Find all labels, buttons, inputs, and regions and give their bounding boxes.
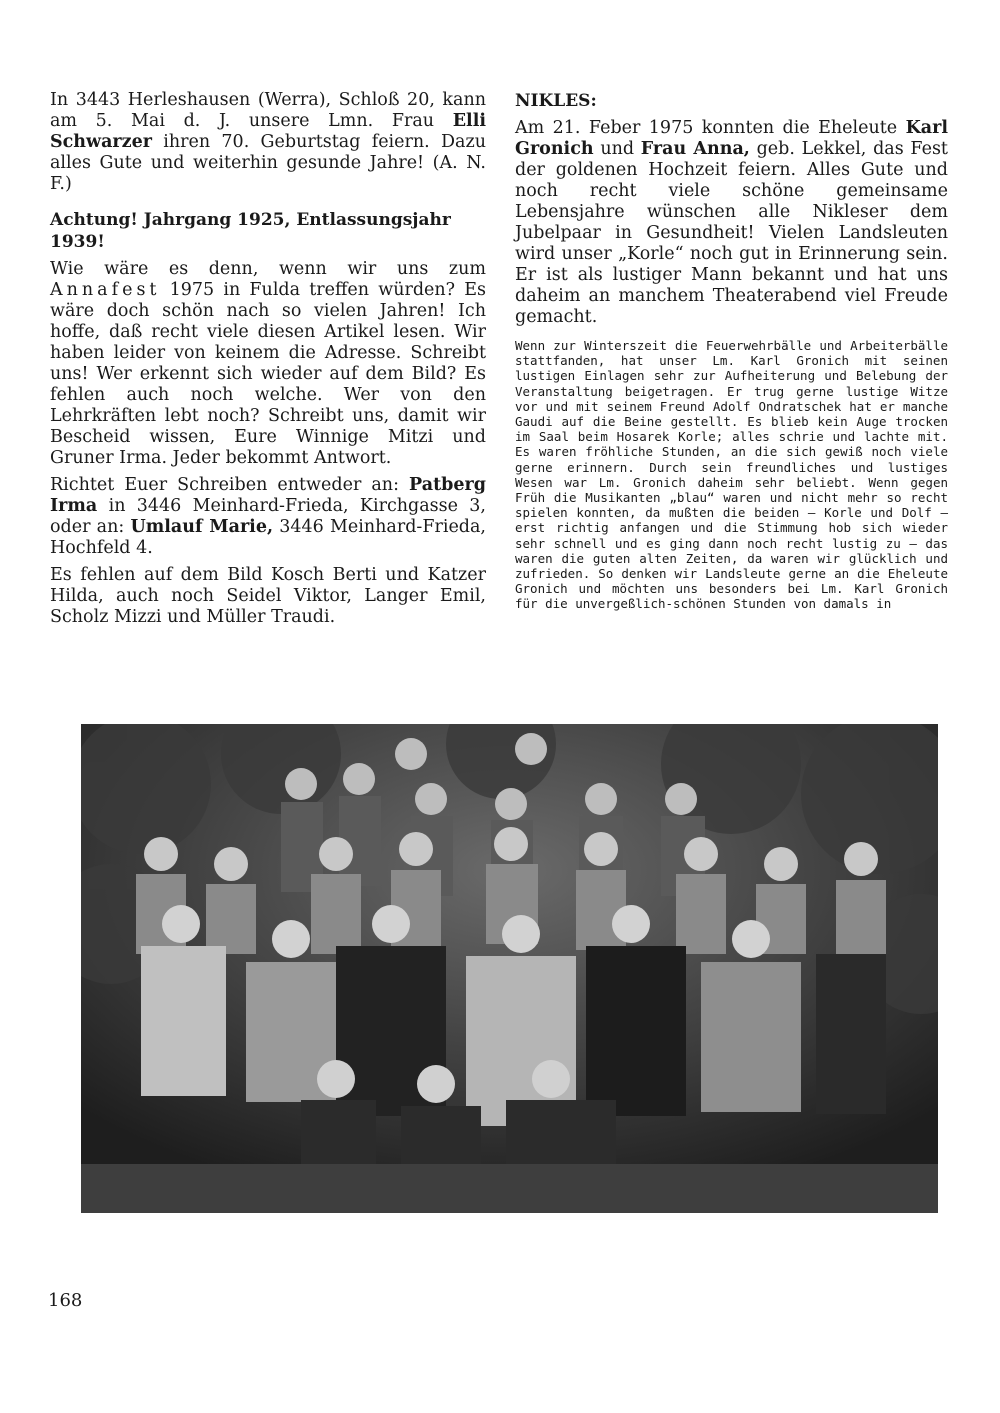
birthday-text-b: ihren 70. Geburtstag feiern. Dazu alles Gute und weiterhin gesunde Jahre! (A. N. F.) bbox=[50, 132, 486, 194]
missing-paragraph: Es fehlen auf dem Bild Kosch Berti und Katzer Hilda, auch noch Seidel Viktor, Langer Emil, Scholz Mizzi und Müller Traudi. bbox=[50, 565, 486, 627]
wedding-text-c: geb. Lekkel, das Fest der goldenen Hochzeit feiern. Alles Gute und noch recht viele schöne gemeinsame Lebensjahre wünschen alle Nikleser dem Jubelpaar in Gesundheit! Vielen Landsleuten wird unser „Korle“ noch gut in Erinnerung sein. Er ist als lustiger Mann bekannt und hat uns daheim an manchem Theaterabend viel Freude gemacht. bbox=[515, 139, 948, 327]
address-name-2: Umlauf Marie, bbox=[130, 517, 274, 537]
nikles-heading: NIKLES: bbox=[515, 91, 597, 111]
wedding-name-2: Frau Anna, bbox=[640, 139, 750, 159]
address-text-b: in 3446 Meinhard-Frieda, Kirchgasse 3, oder an: bbox=[50, 496, 486, 537]
left-column bbox=[50, 90, 486, 634]
wedding-name-1: Karl Gronich bbox=[515, 118, 948, 159]
address-text-c: 3446 Meinhard-Frieda, Hochfeld 4. bbox=[50, 517, 486, 558]
jahrgang-heading: Achtung! Jahrgang 1925, Entlassungsjahr 1939! bbox=[50, 210, 451, 252]
annafest-text-b: 1975 in Fulda treffen würden? Es wäre doch schön nach so vielen Jahren! Ich hoffe, daß recht viele diesen Artikel lesen. Wir haben leider von keinem die Adresse. Schreibt uns! Wer erkennt sich wieder auf dem Bild? Es fehlen auch noch welche. Wer von den Lehrkräften lebt noch? Schreibt uns, damit wir Bescheid wissen, Eure Winnige Mitzi und Gruner Irma. Jeder bekommt Antwort. bbox=[50, 280, 486, 468]
wedding-text-a: Am 21. Feber 1975 konnten die Eheleute bbox=[515, 118, 898, 138]
annafest-text-a: Wie wäre es denn, wenn wir uns zum bbox=[50, 259, 486, 279]
group-photo bbox=[81, 724, 938, 1213]
annafest-paragraph bbox=[50, 259, 486, 469]
address-text-a: Richtet Euer Schreiben entweder an: bbox=[50, 475, 399, 495]
address-paragraph bbox=[50, 475, 486, 559]
wedding-text-b: und bbox=[600, 139, 635, 159]
page-number: 168 bbox=[48, 1290, 83, 1311]
right-column bbox=[515, 90, 948, 618]
golden-wedding-paragraph bbox=[515, 118, 948, 328]
winter-story-paragraph: Wenn zur Winterszeit die Feuerwehrbälle und Arbeiterbälle stattfanden, hat unser Lm. Karl Gronich mit seinen lustigen Einlagen sehr zur Aufheiterung und Belebung der Veranstaltung beigetragen. Er trug gerne lustige Witze vor und mit seinem Freund Adolf Ondratschek hat er manche Gaudi auf die Beine gestellt. Es blieb kein Auge trocken im Saal beim Hosarek Korle; alles schrie und lachte mit. Es waren fröhliche Stunden, an die sich gewiß noch viele gerne erinnern. Durch sein freundliches und lustiges Wesen war Lm. Gronich daheim sehr beliebt. Wenn gegen Früh die Musikanten „blau“ waren und nicht mehr so recht spielen konnten, da mußten die beiden — Korle und Dolf — erst richtig anfangen und die Stimmung hob sich wieder sehr schnell und es ging dann noch recht lustig zu — das waren die guten alten Zeiten, da waren wir glücklich und zufrieden. So denken wir Landsleute gerne an die Eheleute Gronich und möchten uns besonders bei Lm. Karl Gronich für die unvergeßlich-schönen Stunden von damals in bbox=[515, 338, 948, 612]
birthday-name: Elli Schwarzer bbox=[50, 111, 486, 152]
birthday-text-a: In 3443 Herleshausen (Werra), Schloß 20, kann am 5. Mai d. J. unsere Lmn. Frau bbox=[50, 90, 486, 131]
group-photo-image bbox=[81, 724, 938, 1213]
birthday-notice bbox=[50, 90, 486, 195]
address-name-1: Patberg Irma bbox=[50, 475, 486, 516]
annafest-word: Annafest bbox=[50, 280, 161, 300]
